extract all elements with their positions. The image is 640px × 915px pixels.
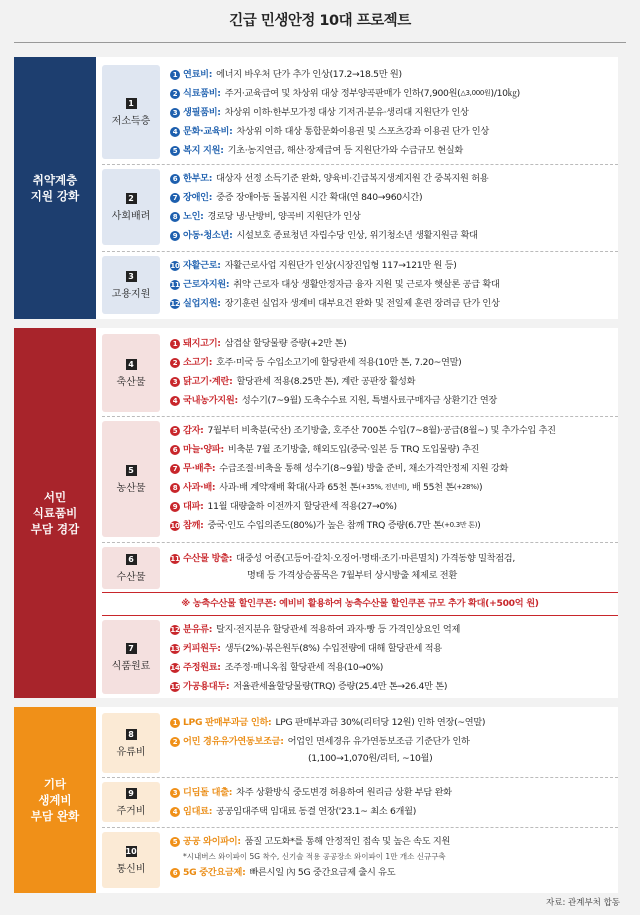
item-label: 참깨: — [183, 520, 204, 531]
item-label: 아동·청소년: — [183, 230, 233, 241]
list-item — [170, 658, 614, 677]
subgroup-number: 4 — [126, 359, 137, 370]
list-item — [170, 207, 614, 226]
category-label: 취약계층 지원 강화 — [14, 57, 96, 319]
item-list — [170, 713, 614, 767]
subgroup-number: 6 — [126, 554, 137, 565]
subgroup-number: 9 — [126, 788, 137, 799]
item-label: 수산물 방출: — [183, 553, 233, 564]
number-badge: 13 — [170, 644, 180, 653]
item-list — [170, 549, 614, 584]
number-badge: 3 — [170, 377, 180, 387]
item-note: (+28%) — [453, 483, 479, 491]
list-item — [170, 122, 614, 141]
item-label: 대파: — [183, 501, 204, 512]
subgroup-number: 5 — [126, 465, 137, 476]
item-label: 임대료: — [183, 806, 213, 817]
section-living-cost-relief — [14, 707, 618, 893]
number-badge: 15 — [170, 682, 180, 691]
list-item — [170, 372, 614, 391]
item-note: △3,000원 — [460, 89, 491, 97]
list-item — [170, 497, 614, 516]
discount-coupon-note: ※ 농축수산물 할인쿠폰: 예비비 활용하여 농축수산물 할인쿠폰 규모 추가 확대(+500억 원) — [102, 592, 618, 616]
subgroup-livestock — [102, 334, 160, 412]
number-badge: 5 — [170, 837, 180, 847]
list-item — [170, 391, 614, 410]
divider — [102, 777, 618, 778]
subgroup-social-care — [102, 169, 160, 245]
subgroup-telecom — [102, 832, 160, 888]
item-text: 차주 상환방식 중도변경 허용하여 원리금 상환 부담 완화 — [236, 787, 452, 798]
page-title: 긴급 민생안정 10대 프로젝트 — [229, 13, 411, 29]
item-text: 생두(2%)·볶은원두(8%) 수입전량에 대해 할당관세 적용 — [224, 643, 442, 654]
list-item — [170, 639, 614, 658]
item-text: 할당관세 적용(8.25만 톤), 계란 공판장 활성화 — [236, 376, 416, 387]
subgroup-housing — [102, 782, 160, 822]
divider — [102, 251, 618, 252]
item-list — [170, 832, 614, 882]
item-label: 소고기: — [183, 357, 213, 368]
number-badge: 11 — [170, 554, 180, 563]
item-text: 자활근로사업 지원단가 인상(시장진입형 117→121만 원 등) — [224, 260, 457, 271]
item-text: 취약 근로자 대상 생활안정자금 융자 지원 및 근로자 햇살론 공급 확대 — [233, 279, 500, 290]
number-badge: 3 — [170, 108, 180, 118]
item-text: 경로당 냉·난방비, 양곡비 지원단가 인상 — [207, 211, 361, 222]
number-badge: 4 — [170, 127, 180, 137]
list-item — [170, 620, 614, 639]
item-text: 기초·농지연금, 해산·장제급여 등 지원단가와 수급규모 현실화 — [227, 145, 463, 156]
number-badge: 11 — [170, 280, 180, 289]
item-label: 근로자지원: — [183, 279, 230, 290]
list-item — [170, 353, 614, 372]
list-item — [170, 732, 614, 751]
number-badge: 10 — [170, 261, 180, 270]
item-label: LPG 판매부과금 인하: — [183, 717, 272, 728]
item-list — [170, 256, 614, 313]
list-item — [170, 226, 614, 245]
item-text: 장기훈련 실업자 생계비 대부요건 완화 및 전일제 훈련 장려금 단가 인상 — [224, 298, 500, 309]
list-item — [170, 294, 614, 313]
item-label: 마늘·양파: — [183, 444, 224, 455]
item-note: (+35%, 전년비) — [358, 483, 407, 491]
item-label: 장애인: — [183, 192, 213, 203]
item-list — [170, 169, 614, 245]
number-badge: 9 — [170, 502, 180, 512]
item-text: 삼겹살 할당물량 증량(+2만 톤) — [224, 338, 347, 349]
item-footnote: *시내버스 와이파이 5G 착수, 신기술 적용 공공장소 와이파이 1만 개소 신규구축 — [183, 852, 446, 861]
list-item — [170, 516, 614, 535]
item-text: 빠른시일 內 5G 중간요금제 출시 유도 — [249, 867, 396, 878]
subgroup-label: 사회배려 — [111, 210, 151, 222]
category-label: 기타 생계비 부담 완화 — [14, 707, 96, 893]
subgroup-label: 농산물 — [116, 482, 146, 494]
item-text: ) — [477, 520, 481, 531]
subgroup-number: 3 — [126, 271, 137, 282]
list-item — [170, 141, 614, 160]
item-label: 노인: — [183, 211, 204, 222]
divider — [102, 416, 618, 417]
number-badge: 8 — [170, 212, 180, 222]
subgroup-label: 고용지원 — [111, 288, 151, 300]
subgroup-number: 1 — [126, 98, 137, 109]
list-item — [170, 713, 614, 732]
item-text: 저율관세율할당물량(TRQ) 증량(25.4만 톤→26.4만 톤) — [233, 681, 448, 692]
section-vulnerable-support — [14, 57, 618, 319]
category-label: 서민 식료품비 부담 경감 — [14, 328, 96, 698]
divider — [102, 164, 618, 165]
item-text: 성수기(7~9월) 도축수수료 지원, 특별사료구매자금 상환기간 연장 — [241, 395, 497, 406]
item-text: 주거·교육급여 및 차상위 대상 정부양곡판매가 인하(7,900원( — [224, 88, 461, 99]
item-label: 문화·교육비: — [183, 126, 233, 137]
item-label: 돼지고기: — [183, 338, 221, 349]
number-badge: 4 — [170, 807, 180, 817]
list-item — [170, 478, 614, 497]
list-item — [170, 421, 614, 440]
subgroup-label: 식품원료 — [111, 660, 151, 672]
number-badge: 14 — [170, 663, 180, 672]
list-item — [170, 256, 614, 275]
item-text: ) — [479, 482, 483, 493]
item-text: 탈지·전지분유 할당관세 적용하여 과자·빵 등 가격인상요인 억제 — [216, 624, 461, 635]
item-text: 품질 고도화*를 통해 안정적인 접속 및 높은 속도 지원 — [244, 836, 451, 847]
item-list — [170, 334, 614, 410]
item-label: 분유류: — [183, 624, 213, 635]
item-text: 대상자 선정 소득기준 완화, 양육비·긴급복지생계지원 간 중복지원 허용 — [216, 173, 489, 184]
item-text: 중증 장애아동 돌봄지원 시간 확대(연 840→960시간) — [216, 192, 423, 203]
subgroup-label: 통신비 — [116, 863, 146, 875]
item-text: 11월 대량출하 이전까지 할당관세 적용(27→0%) — [207, 501, 397, 512]
list-item — [170, 783, 614, 802]
number-badge: 12 — [170, 299, 180, 308]
item-text: 에너지 바우처 단가 추가 인상(17.2→18.5만 원) — [216, 69, 402, 80]
item-label: 닭고기·계란: — [183, 376, 233, 387]
list-item — [170, 275, 614, 294]
item-note: (+0.3만 톤) — [441, 521, 478, 529]
item-list — [170, 783, 614, 821]
item-text: 시설보호 종료청년 자립수당 인상, 위기청소년 생활지원금 확대 — [236, 230, 478, 241]
item-text: 사과·배 계약재배 확대(사과 65천 톤 — [219, 482, 359, 493]
divider — [102, 542, 618, 543]
number-badge: 6 — [170, 868, 180, 878]
divider — [102, 827, 618, 828]
number-badge: 6 — [170, 445, 180, 455]
subgroup-food-ingredients — [102, 620, 160, 694]
item-text: , 배 55천 톤 — [406, 482, 454, 493]
subgroup-employment — [102, 256, 160, 314]
number-badge: 8 — [170, 483, 180, 493]
number-badge: 5 — [170, 426, 180, 436]
item-label: 복지 지원: — [183, 145, 224, 156]
item-list — [170, 65, 614, 160]
subgroup-number: 10 — [125, 846, 137, 856]
item-label: 국내농가지원: — [183, 395, 238, 406]
item-text: 비축분 7월 조기방출, 해외도입(중국·일본 등 TRQ 도입물량) 추진 — [227, 444, 480, 455]
item-label: 자활근로: — [183, 260, 221, 271]
number-badge: 1 — [170, 70, 180, 80]
item-continuation: 명태 등 가격상승품목은 7월부터 상시방출 체제로 전환 — [247, 570, 457, 581]
subgroup-label: 유류비 — [116, 746, 146, 758]
list-item — [170, 334, 614, 353]
item-label: 한부모: — [183, 173, 213, 184]
item-list — [170, 620, 614, 696]
number-badge: 7 — [170, 464, 180, 474]
number-badge: 1 — [170, 718, 180, 728]
source-credit: 자료: 관계부처 합동 — [546, 898, 620, 908]
item-text: 차상위 이하·한부모가정 대상 기저귀·분유·생리대 지원단가 인상 — [224, 107, 469, 118]
list-item — [170, 832, 614, 851]
list-item — [170, 459, 614, 478]
subgroup-label: 주거비 — [116, 805, 146, 817]
title-divider — [14, 42, 626, 43]
list-item — [170, 84, 614, 103]
item-text: 중국·인도 수입의존도(80%)가 높은 참깨 TRQ 증량(6.7만 톤 — [207, 520, 442, 531]
subgroup-label: 저소득층 — [111, 115, 151, 127]
item-text: 차상위 이하 대상 통합문화이용권 및 스포츠강좌 이용권 단가 인상 — [236, 126, 489, 137]
subgroup-label: 수산물 — [116, 571, 146, 583]
subgroup-fuel — [102, 713, 160, 773]
list-item — [170, 103, 614, 122]
item-label: 주정원료: — [183, 662, 221, 673]
item-label: 커피원두: — [183, 643, 221, 654]
item-continuation: (1,100→1,070원/리터, ~10월) — [308, 753, 433, 764]
list-item — [170, 188, 614, 207]
list-item — [170, 677, 614, 696]
item-label: 5G 중간요금제: — [183, 867, 246, 878]
item-label: 무·배추: — [183, 463, 216, 474]
section-food-cost-relief — [14, 328, 618, 698]
item-label: 생필품비: — [183, 107, 221, 118]
item-text: 수급조절·비축을 통해 성수기(8~9월) 방출 준비, 채소가격안정제 지원 강화 — [219, 463, 509, 474]
item-text: 호주·미국 등 수입소고기에 할당관세 적용(10만 톤, 7.20~연말) — [216, 357, 462, 368]
item-text: LPG 판매부과금 30%(리터당 12원) 인하 연장(~연말) — [275, 717, 486, 728]
list-item — [170, 65, 614, 84]
number-badge: 9 — [170, 231, 180, 241]
number-badge: 5 — [170, 146, 180, 156]
item-text: 대중성 어종(고등어·갈치·오징어·명태·조기·마른멸치) 가격동향 밀착점검, — [236, 553, 515, 564]
item-list — [170, 421, 614, 535]
number-badge: 2 — [170, 737, 180, 747]
number-badge: 6 — [170, 174, 180, 184]
item-label: 공공 와이파이: — [183, 836, 241, 847]
number-badge: 3 — [170, 788, 180, 798]
number-badge: 2 — [170, 358, 180, 368]
subgroup-agriculture — [102, 421, 160, 537]
item-text: 7월부터 비축분(국산) 조기방출, 호주산 700톤 수입(7~8월)·공급(8월~) 및 추가수입 추진 — [207, 425, 556, 436]
item-label: 연료비: — [183, 69, 213, 80]
number-badge: 1 — [170, 339, 180, 349]
list-item — [170, 863, 614, 882]
item-label: 사과·배: — [183, 482, 216, 493]
item-label: 디딤돌 대출: — [183, 787, 233, 798]
number-badge: 12 — [170, 625, 180, 634]
list-item — [170, 169, 614, 188]
list-item — [170, 549, 614, 568]
number-badge: 7 — [170, 193, 180, 203]
item-label: 감자: — [183, 425, 204, 436]
subgroup-number: 8 — [126, 729, 137, 740]
item-label: 실업지원: — [183, 298, 221, 309]
subgroup-number: 7 — [126, 643, 137, 654]
item-text: 조주정·매니옥칩 할당관세 적용(10→0%) — [224, 662, 384, 673]
item-text: 공공임대주택 임대료 동결 연장('23.1~ 최소 6개월) — [216, 806, 416, 817]
subgroup-label: 축산물 — [116, 376, 146, 388]
number-badge: 2 — [170, 89, 180, 99]
subgroup-number: 2 — [126, 193, 137, 204]
subgroup-low-income — [102, 65, 160, 159]
item-label: 식료품비: — [183, 88, 221, 99]
item-text: 어업인 면세경유 유가연동보조금 기준단가 인하 — [287, 736, 470, 747]
item-label: 어민 경유유가연동보조금: — [183, 736, 284, 747]
list-item — [170, 802, 614, 821]
number-badge: 10 — [170, 521, 180, 530]
item-label: 가공용대두: — [183, 681, 230, 692]
subgroup-fisheries — [102, 547, 160, 589]
item-text: )/10㎏) — [490, 88, 520, 99]
number-badge: 4 — [170, 396, 180, 406]
list-item — [170, 440, 614, 459]
